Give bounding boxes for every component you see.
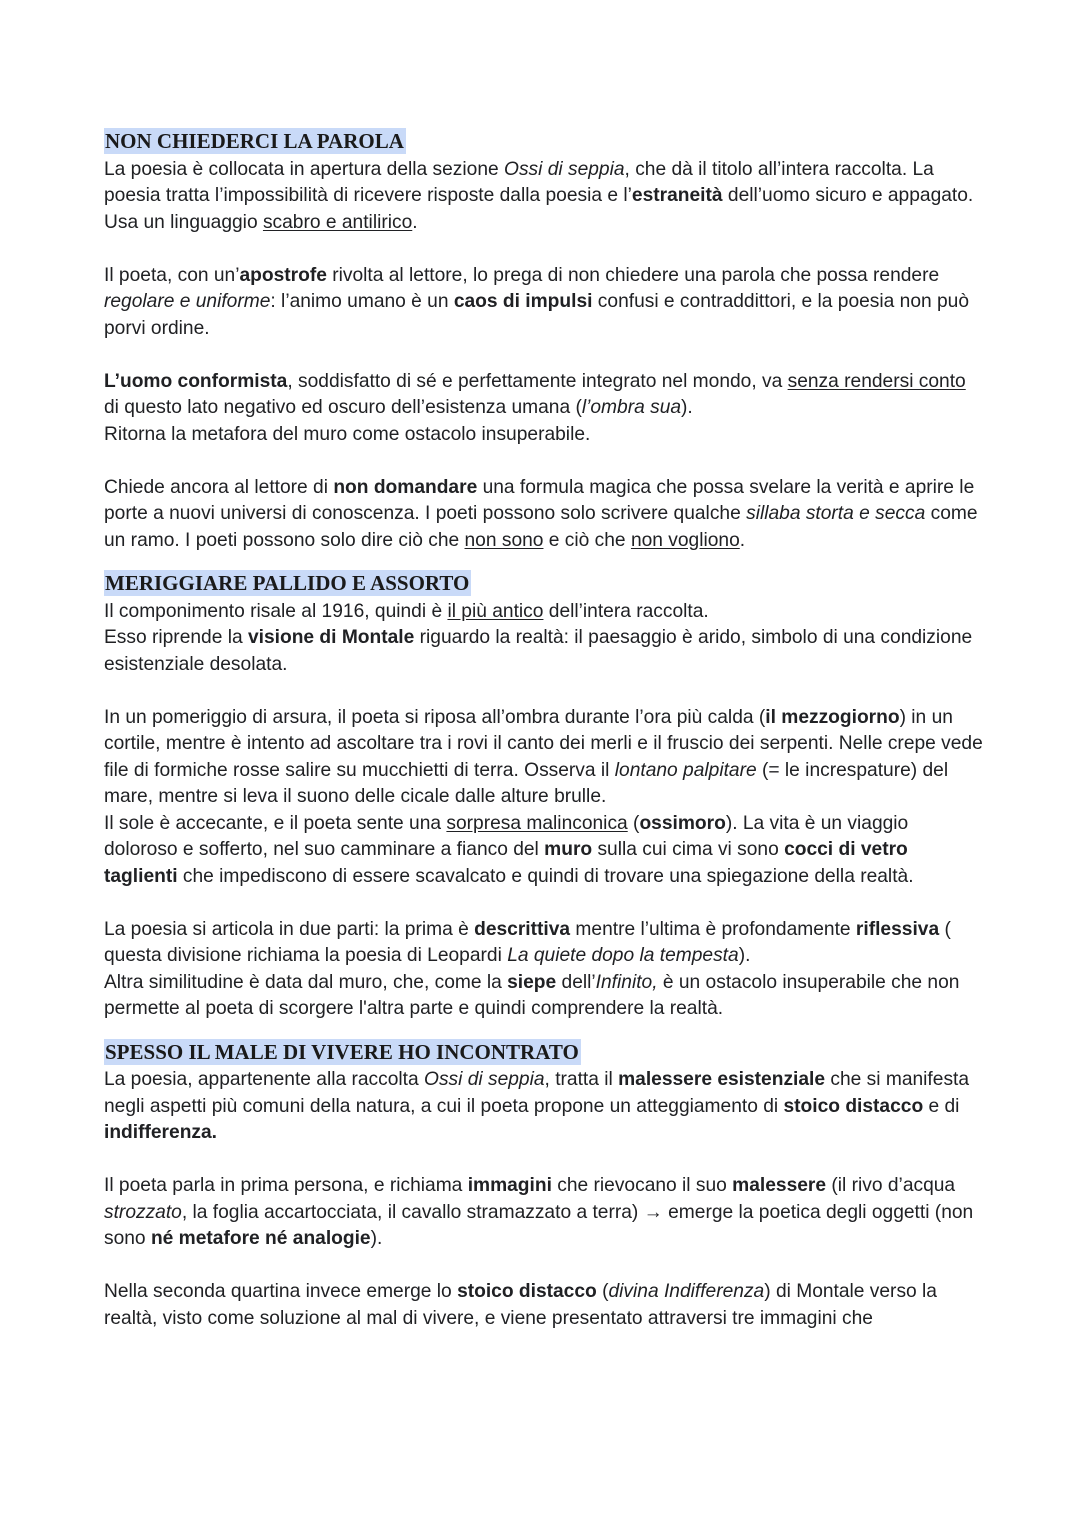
paragraph-spacer xyxy=(104,1147,984,1174)
bold-text: caos di impulsi xyxy=(453,291,593,312)
text-run: che si manifesta negli aspetti più comuni della natura, a cui il poeta propone un atteggiamento di xyxy=(104,1069,970,1117)
italic-text: strozzato xyxy=(104,1201,182,1223)
text-run: , soddisfatto di sé e perfettamente integrato nel mondo, va xyxy=(287,370,788,392)
text-run: confusi e contraddittori, e la poesia non può porvi ordine. xyxy=(104,291,970,339)
text-run: . xyxy=(412,211,418,233)
bold-text: L’uomo conformista xyxy=(104,370,288,392)
bold-text: ossimoro xyxy=(639,812,726,834)
text-run: Il sole è accecante, e il poeta sente una xyxy=(104,812,447,834)
bold-text: cocci di vetro taglienti xyxy=(104,839,908,887)
paragraph xyxy=(104,705,984,891)
bold-text: immagini xyxy=(467,1175,552,1196)
text-run: In un pomeriggio di arsura, il poeta si riposa all’ombra durante l’ora più calda ( xyxy=(104,706,766,728)
text-run: ( questa divisione richiama la poesia di Leopardi xyxy=(104,918,951,966)
text-run: ( xyxy=(596,1281,609,1302)
paragraph xyxy=(104,157,984,237)
italic-text: Ossi di seppia xyxy=(424,1069,545,1090)
bold-text: apostrofe xyxy=(239,264,327,286)
paragraph xyxy=(104,369,984,449)
text-run: (il rivo d’acqua xyxy=(826,1175,956,1196)
text-run: e di xyxy=(923,1095,960,1117)
text-run: che rievocano il suo xyxy=(551,1175,733,1196)
text-run: Esso riprende la xyxy=(104,627,248,648)
bold-text: riflessiva xyxy=(855,918,940,940)
text-run: mentre l’ultima è profondamente xyxy=(570,918,856,940)
text-run: Il componimento risale al 1916, quindi è xyxy=(104,600,448,622)
paragraph-spacer xyxy=(104,890,984,917)
text-run: ). xyxy=(738,945,751,966)
text-run: , la foglia accartocciata, il cavallo stramazzato a terra) → emerge la poetica degli oggetti (non sono xyxy=(104,1201,974,1249)
text-run: rivolta al lettore, lo prega di non chiedere una parola che possa rendere xyxy=(326,264,940,286)
paragraph xyxy=(104,475,984,555)
bold-text: il mezzogiorno xyxy=(765,706,900,728)
section-heading: MERIGGIARE PALLIDO E ASSORTO xyxy=(105,571,470,595)
text-run: : l’animo umano è un xyxy=(270,291,454,312)
text-run: ) di Montale verso la realtà, visto come soluzione al mal di vivere, e viene presentato attraversi tre immagini che xyxy=(104,1281,937,1329)
italic-text: divina Indifferenza xyxy=(608,1281,765,1302)
italic-text: Infinito, xyxy=(595,971,658,993)
text-run: dell’uomo sicuro e appagato. Usa un linguaggio xyxy=(104,185,974,233)
paragraph xyxy=(104,917,984,1023)
underlined-text: non sono xyxy=(464,529,544,551)
underlined-text: il più antico xyxy=(447,600,544,622)
italic-text: La quiete dopo la tempesta xyxy=(507,945,739,966)
bold-text: descrittiva xyxy=(474,918,571,940)
italic-text: l’ombra sua xyxy=(581,397,682,418)
paragraph-spacer xyxy=(104,236,984,263)
paragraph-spacer xyxy=(104,448,984,475)
section-heading: SPESSO IL MALE DI VIVERE HO INCONTRATO xyxy=(105,1039,579,1064)
underlined-text: sorpresa malinconica xyxy=(446,812,628,834)
text-run: dell’ xyxy=(556,971,596,993)
text-run: La poesia è collocata in apertura della sezione xyxy=(104,158,505,180)
section-3 xyxy=(104,1039,984,1333)
paragraph xyxy=(104,263,984,343)
text-run: ). La vita è un viaggio doloroso e sofferto, nel suo camminare a fianco del xyxy=(104,812,909,860)
document-body xyxy=(104,128,984,1332)
underlined-text: non vogliono xyxy=(630,529,740,551)
bold-text: estraneità xyxy=(631,185,723,206)
bold-text: indifferenza. xyxy=(104,1122,218,1143)
text-run: che impediscono di essere scavalcato e quindi di trovare una spiegazione della realtà. xyxy=(177,865,914,887)
paragraph-spacer xyxy=(104,342,984,369)
text-run: come un ramo. I poeti possono solo dire ciò che xyxy=(104,503,978,551)
text-run: Chiede ancora al lettore di xyxy=(104,476,334,498)
text-run: e ciò che xyxy=(543,529,631,551)
text-run: sulla cui cima vi sono xyxy=(592,839,785,860)
italic-text: sillaba storta e secca xyxy=(746,503,926,524)
text-run: . xyxy=(739,529,746,551)
text-run: Altra similitudine è data dal muro, che, come la xyxy=(104,971,508,993)
text-run: ). xyxy=(370,1228,383,1249)
text-run: dell’intera raccolta. xyxy=(543,600,709,622)
document-page xyxy=(104,128,984,1332)
bold-text: non domandare xyxy=(333,476,478,498)
paragraph-spacer xyxy=(104,678,984,705)
text-run: è un ostacolo insuperabile che non permette al poeta di scorgere l'altra parte e quindi comprendere la realtà. xyxy=(104,971,960,1019)
section-1 xyxy=(104,128,984,554)
text-run: Nella seconda quartina invece emerge lo xyxy=(104,1281,458,1302)
bold-text: siepe xyxy=(507,971,557,993)
text-run: Ritorna la metafora del muro come ostacolo insuperabile. xyxy=(104,423,591,445)
text-run: La poesia, appartenente alla raccolta xyxy=(104,1069,425,1090)
bold-text: né metafore né analogie xyxy=(150,1228,371,1249)
paragraph xyxy=(104,1067,984,1147)
text-run: , tratta il xyxy=(544,1069,619,1090)
bold-text: stoico distacco xyxy=(783,1095,924,1117)
italic-text: regolare e uniforme xyxy=(104,291,271,312)
paragraph-spacer xyxy=(104,1253,984,1280)
bold-text: muro xyxy=(544,839,593,860)
text-run: Il poeta parla in prima persona, e richiama xyxy=(104,1175,468,1196)
section-2 xyxy=(104,570,984,1023)
text-run: La poesia si articola in due parti: la prima è xyxy=(104,918,475,940)
italic-text: lontano palpitare xyxy=(614,759,757,781)
underlined-text: scabro e antilirico xyxy=(262,211,413,233)
text-run: ). xyxy=(681,397,693,418)
bold-text: visione di Montale xyxy=(247,627,415,648)
text-run: riguardo la realtà: il paesaggio è arido, simbolo di una condizione esistenziale desolata. xyxy=(104,627,973,675)
bold-text: stoico distacco xyxy=(457,1281,597,1302)
text-run: ) in un cortile, mentre è intento ad ascoltare tra i rovi il canto dei merli e il fruscio dei serpenti. Nelle crepe vede file di formiche rosse salire su mucchietti di terra. Osserva il xyxy=(104,706,983,781)
paragraph xyxy=(104,599,984,679)
bold-text: malessere esistenziale xyxy=(618,1069,826,1090)
underlined-text: senza rendersi conto xyxy=(787,370,966,392)
paragraph xyxy=(104,1173,984,1253)
text-run: di questo lato negativo ed oscuro dell’esistenza umana ( xyxy=(104,397,582,418)
text-run: ( xyxy=(627,812,640,834)
bold-text: malessere xyxy=(732,1175,827,1196)
text-run: , che dà il titolo all’intera raccolta. La poesia tratta l’impossibilità di ricevere risposte dalla poesia e l’ xyxy=(104,158,934,206)
paragraph xyxy=(104,1279,984,1332)
text-run: Il poeta, con un’ xyxy=(104,264,240,286)
italic-text: Ossi di seppia xyxy=(504,158,625,180)
text-run: (= le increspature) del mare, mentre si leva il suono delle cicale dalle alture brulle. xyxy=(104,759,949,807)
text-run: una formula magica che possa svelare la verità e aprire le porte a nuovi universi di conoscenza. I poeti possono solo scrivere qualche xyxy=(104,476,975,524)
section-heading: NON CHIEDERCI LA PAROLA xyxy=(105,129,404,153)
